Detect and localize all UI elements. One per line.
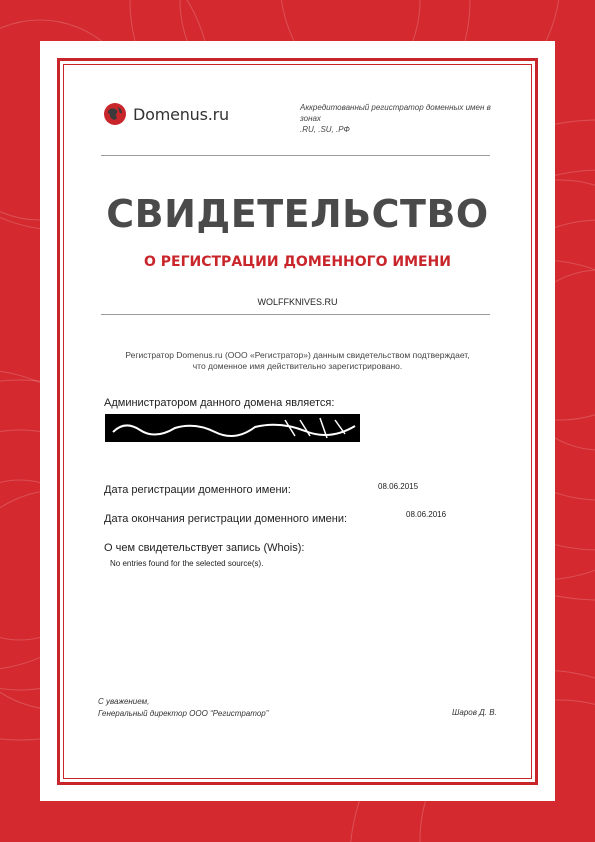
header-divider [101,155,490,156]
expiry-date-label: Дата окончания регистрации доменного имени: [104,513,348,525]
whois-value: No entries found for the selected source(s). [110,559,264,568]
registration-date-label: Дата регистрации доменного имени: [104,484,291,496]
confirmation-line-2: что доменное имя действительно зарегистрировано. [192,361,403,371]
confirmation-text [90,350,505,372]
accreditation-line-1: Аккредитованный регистратор доменных имен в зонах [300,103,491,123]
confirmation-line-1: Регистратор Domenus.ru (ООО «Регистратор») данным свидетельством подтверждает, [125,350,470,360]
registration-date-value: 08.06.2015 [378,482,419,491]
certificate-subtitle: О РЕГИСТРАЦИИ ДОМЕННОГО ИМЕНИ [144,254,451,270]
domain-name: WOLFFKNIVES.RU [257,297,338,307]
brand-logo [103,102,229,126]
accreditation-line-2: .RU, .SU, .РФ [300,125,350,134]
whois-label: О чем свидетельствует запись (Whois): [104,542,305,554]
accreditation-note [300,102,500,135]
signature-regards: С уважением, [98,697,150,706]
admin-label: Администратором данного домена является: [104,397,335,409]
expiry-date-value: 08.06.2016 [406,510,447,519]
domain-divider [101,314,490,315]
signature-name: Шаров Д. В. [452,708,497,717]
signature-block [98,696,268,720]
certificate-title: СВИДЕТЕЛЬСТВО [106,192,489,236]
globe-logo-icon [103,102,127,126]
brand-name: Domenus.ru [133,104,229,124]
signature-position: Генеральный директор ООО “Регистратор” [98,709,269,718]
redacted-admin-name [105,412,360,444]
